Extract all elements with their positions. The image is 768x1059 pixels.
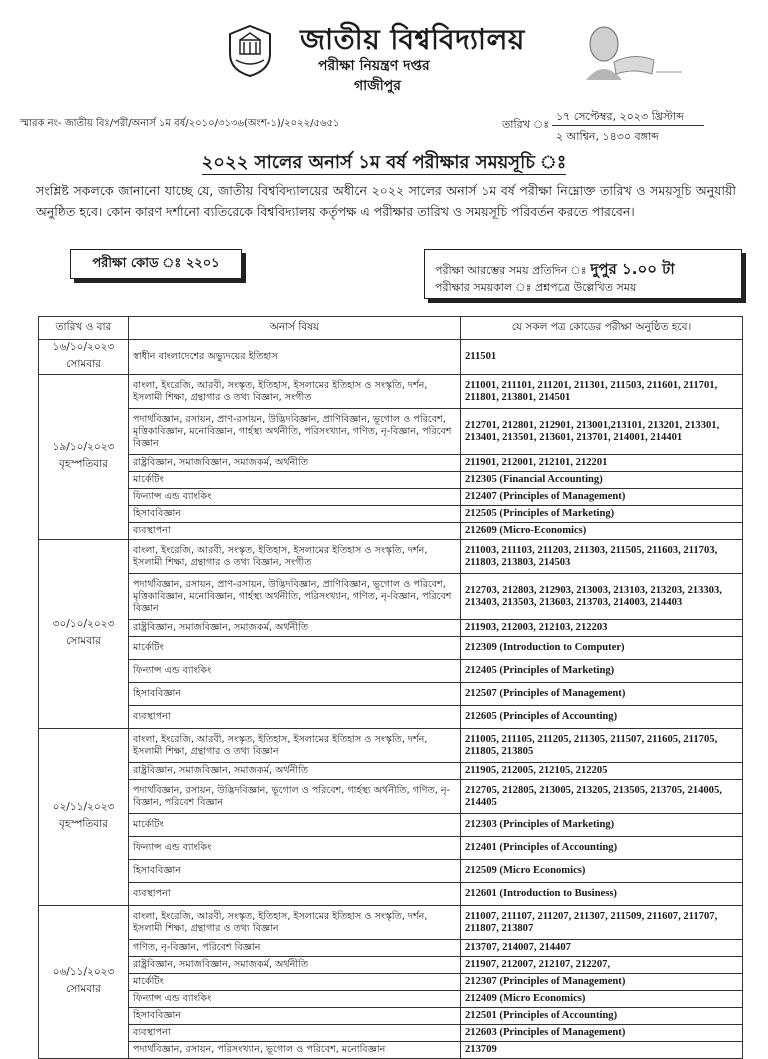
table-row xyxy=(39,1042,743,1059)
exam-schedule-table xyxy=(38,316,743,1059)
table-row xyxy=(39,574,743,620)
paper-codes-cell: 211003, 211103, 211203, 211303, 211505, 211603, 211703, 211803, 213803, 214503 xyxy=(461,540,743,574)
paper-codes-cell: 211901, 212001, 212101, 212201 xyxy=(461,455,743,472)
duration-label: পরীক্ষার সময়কাল ঃ xyxy=(435,281,532,294)
paper-codes-cell: 212701, 212801, 212901, 213001,213101, 213201, 213301, 213401, 213501, 213601, 213701, 214001, 214401 xyxy=(461,409,743,455)
table-row xyxy=(39,814,743,837)
subject-cell: স্বাধীন বাংলাদেশের অভ্যুদয়ের ইতিহাস xyxy=(129,340,461,375)
paper-codes-cell: 212409 (Micro Economics) xyxy=(461,991,743,1008)
table-row xyxy=(39,455,743,472)
paper-codes-cell: 211007, 211107, 211207, 211307, 211509, 211607, 211707, 211807, 213807 xyxy=(461,906,743,940)
subject-cell: পদার্থবিজ্ঞান, রসায়ন, প্রাণ-রসায়ন, উদ্ভিদবিজ্ঞান, প্রাণিবিজ্ঞান, ভূগোল ও পরিবেশ, মৃত্তিকাবিজ্ঞান, মনোবিজ্ঞান, গার্হস্থ্য অর্থনীতি, পরিসংখ্যান, গণিত, নৃ-বিজ্ঞান, পরিবেশ বিজ্ঞান xyxy=(129,574,461,620)
header-date: তারিখ ও বার xyxy=(39,317,129,340)
table-row xyxy=(39,706,743,729)
table-row xyxy=(39,660,743,683)
subject-cell: ব্যবস্থাপনা xyxy=(129,1025,461,1042)
duration-value: প্রশ্নপত্রে উল্লেখিত সময় xyxy=(534,281,637,294)
paper-codes-cell: 212407 (Principles of Management) xyxy=(461,489,743,506)
subject-cell: ব্যবস্থাপনা xyxy=(129,523,461,540)
paper-codes-cell: 212601 (Introduction to Business) xyxy=(461,883,743,906)
subject-cell: ফিন্যান্স এন্ড ব্যাংকিং xyxy=(129,837,461,860)
table-row xyxy=(39,906,743,940)
exam-date: ১৬/১০/২০২৩ xyxy=(52,341,115,353)
schedule-body xyxy=(39,340,743,1059)
intro-paragraph: সংশ্লিষ্ট সকলকে জানানো যাচ্ছে যে, জাতীয় বিশ্ববিদ্যালয়ের অধীনে ২০২২ সালের অনার্স ১ম বর্ষ পরীক্ষা নিম্নোক্ত তারিখ ও সময়সূচি অনুযায়ী অনুষ্ঠিত হবে। কোন কারণ দর্শানো ব্যতিরেকে বিশ্ববিদ্যালয় কর্তৃপক্ষ এ পরীক্ষার তারিখ ও সময়সূচি পরিবর্তন করতে পারবেন। xyxy=(36,183,736,219)
exam-date-cell xyxy=(39,540,129,729)
exam-weekday: সোমবার xyxy=(66,983,101,995)
paper-codes-cell: 212603 (Principles of Management) xyxy=(461,1025,743,1042)
table-row xyxy=(39,683,743,706)
table-row xyxy=(39,763,743,780)
exam-date: ৩০/১০/২০২৩ xyxy=(52,618,115,630)
subject-cell: পদার্থবিজ্ঞান, রসায়ন, প্রাণ-রসায়ন, উদ্ভিদবিজ্ঞান, প্রাণিবিজ্ঞান, ভূগোল ও পরিবেশ, মৃত্তিকাবিজ্ঞান, মনোবিজ্ঞান, গার্হস্থ্য অর্থনীতি, পরিসংখ্যান, গণিত, নৃ-বিজ্ঞান, পরিবেশ বিজ্ঞান xyxy=(129,409,461,455)
table-row xyxy=(39,1025,743,1042)
subject-cell: পদার্থবিজ্ঞান, রসায়ন, উদ্ভিদবিজ্ঞান, ভূগোল ও পরিবেশ, গার্হস্থ্য অর্থনীতি, গণিত, নৃ-বিজ্ঞান, পরিবেশ বিজ্ঞান xyxy=(129,780,461,814)
table-row xyxy=(39,940,743,957)
paper-codes-cell: 211905, 212005, 212105, 212205 xyxy=(461,763,743,780)
subject-cell: বাংলা, ইংরেজি, আরবী, সংস্কৃত, ইতিহাস, ইসলামের ইতিহাস ও সংস্কৃতি, দর্শন, ইসলামী শিক্ষা, গ্রন্থাগার ও তথ্য বিজ্ঞান, সংগীত xyxy=(129,540,461,574)
exam-date-cell xyxy=(39,729,129,906)
paper-codes-cell: 213707, 214007, 214407 xyxy=(461,940,743,957)
table-row xyxy=(39,620,743,637)
header-subject: অনার্স বিষয় xyxy=(129,317,461,340)
subject-cell: ফিন্যান্স এন্ড ব্যাংকিং xyxy=(129,991,461,1008)
start-time-label: পরীক্ষা আরম্ভের সময় প্রতিদিন ঃ xyxy=(435,264,587,277)
subject-cell: হিসাববিজ্ঞান xyxy=(129,1008,461,1025)
paper-codes-cell: 213709 xyxy=(461,1042,743,1059)
subject-cell: রাষ্ট্রবিজ্ঞান, সমাজবিজ্ঞান, সমাজকর্ম, অর্থনীতি xyxy=(129,455,461,472)
paper-codes-cell: 212307 (Principles of Management) xyxy=(461,974,743,991)
paper-codes-cell: 211501 xyxy=(461,340,743,375)
paper-codes-cell: 212703, 212803, 212903, 213003, 213103, 213203, 213303, 213403, 213503, 213603, 213703, 214003, 214403 xyxy=(461,574,743,620)
schedule-title xyxy=(0,148,768,179)
table-header-row xyxy=(39,317,743,340)
subject-cell: হিসাববিজ্ঞান xyxy=(129,860,461,883)
paper-codes-cell: 212405 (Principles of Marketing) xyxy=(461,660,743,683)
exam-time-box xyxy=(424,249,742,299)
table-row xyxy=(39,974,743,991)
table-row xyxy=(39,540,743,574)
header-codes: যে সকল পত্র কোডের পরীক্ষা অনুষ্ঠিত হবে। xyxy=(461,317,743,340)
table-row xyxy=(39,375,743,409)
exam-date: ০২/১১/২০২৩ xyxy=(52,801,115,813)
exam-date-cell xyxy=(39,375,129,540)
paper-codes-cell: 211903, 212003, 212103, 212203 xyxy=(461,620,743,637)
table-row xyxy=(39,957,743,974)
subject-cell: হিসাববিজ্ঞান xyxy=(129,506,461,523)
subject-cell: পদার্থবিজ্ঞান, রসায়ন, পরিসংখ্যান, ভূগোল ও পরিবেশ, মনোবিজ্ঞান xyxy=(129,1042,461,1059)
subject-cell: রাষ্ট্রবিজ্ঞান, সমাজবিজ্ঞান, সমাজকর্ম, অর্থনীতি xyxy=(129,620,461,637)
subject-cell: বাংলা, ইংরেজি, আরবী, সংস্কৃত, ইতিহাস, ইসলামের ইতিহাস ও সংস্কৃতি, দর্শন, ইসলামী শিক্ষা, গ্রন্থাগার ও তথ্য বিজ্ঞান xyxy=(129,906,461,940)
subject-cell: ফিন্যান্স এন্ড ব্যাংকিং xyxy=(129,489,461,506)
memo-number: স্মারক নং- জাতীয় বিঃ/পরী/অনার্স ১ম বর্ষ/২০১০/৩১৩৬(অংশ-১)/২০২২/৫৬৫১ xyxy=(20,118,340,129)
paper-codes-cell: 212501 (Principles of Accounting) xyxy=(461,1008,743,1025)
paper-codes-cell: 211907, 212007, 212107, 212207, xyxy=(461,957,743,974)
subject-cell: মার্কেটিং xyxy=(129,472,461,489)
paper-codes-cell: 212505 (Principles of Marketing) xyxy=(461,506,743,523)
paper-codes-cell: 212401 (Principles of Accounting) xyxy=(461,837,743,860)
date-gregorian: ১৭ সেপ্টেম্বর, ২০২৩ খ্রিস্টাব্দ xyxy=(556,110,684,123)
table-row xyxy=(39,489,743,506)
exam-weekday: বৃহস্পতিবার xyxy=(59,818,108,830)
table-row xyxy=(39,860,743,883)
university-name: জাতীয় বিশ্ববিদ্যালয় xyxy=(300,23,525,56)
mujib-centenary-logo xyxy=(574,22,686,82)
table-row xyxy=(39,472,743,489)
exam-weekday: বৃহস্পতিবার xyxy=(59,458,108,470)
duration-row xyxy=(435,279,636,298)
subject-cell: মার্কেটিং xyxy=(129,637,461,660)
subject-cell: বাংলা, ইংরেজি, আরবী, সংস্কৃত, ইতিহাস, ইসলামের ইতিহাস ও সংস্কৃতি, দর্শন, ইসলামী শিক্ষা, গ্রন্থাগার ও তথ্য বিজ্ঞান, সংগীত xyxy=(129,375,461,409)
table-row xyxy=(39,340,743,375)
exam-date: ০৬/১১/২০২৩ xyxy=(52,966,115,978)
table-row xyxy=(39,506,743,523)
schedule-title-text: ২০২২ সালের অনার্স ১ম বর্ষ পরীক্ষার সময়সূচি ঃ xyxy=(201,152,567,173)
subject-cell: মার্কেটিং xyxy=(129,974,461,991)
exam-weekday: সোমবার xyxy=(66,635,101,647)
paper-codes-cell: 212303 (Principles of Marketing) xyxy=(461,814,743,837)
table-row xyxy=(39,409,743,455)
subject-cell: ফিন্যান্স এন্ড ব্যাংকিং xyxy=(129,660,461,683)
subject-cell: হিসাববিজ্ঞান xyxy=(129,683,461,706)
subject-cell: রাষ্ট্রবিজ্ঞান, সমাজবিজ্ঞান, সমাজকর্ম, অর্থনীতি xyxy=(129,763,461,780)
table-row xyxy=(39,1008,743,1025)
exam-date-cell xyxy=(39,340,129,375)
table-row xyxy=(39,883,743,906)
paper-codes-cell: 212705, 212805, 213005, 213205, 213505, 213705, 214005, 214405 xyxy=(461,780,743,814)
university-logo xyxy=(226,24,274,78)
exam-date: ১৯/১০/২০২৩ xyxy=(52,441,115,453)
subject-cell: গণিত, নৃ-বিজ্ঞান, পরিবেশ বিজ্ঞান xyxy=(129,940,461,957)
date-divider xyxy=(552,125,704,126)
paper-codes-cell: 211001, 211101, 211201, 211301, 211503, 211601, 211701, 211801, 213801, 214501 xyxy=(461,375,743,409)
office-name: পরীক্ষা নিয়ন্ত্রণ দপ্তর xyxy=(318,58,430,74)
table-row xyxy=(39,523,743,540)
date-bangla: ২ আশ্বিন, ১৪৩০ বঙ্গাব্দ xyxy=(556,130,659,143)
subject-cell: ব্যবস্থাপনা xyxy=(129,883,461,906)
city-name: গাজীপুর xyxy=(354,78,401,94)
exam-code-box: পরীক্ষা কোড ঃ ২২০১ xyxy=(70,249,242,279)
paper-codes-cell: 212309 (Introduction to Computer) xyxy=(461,637,743,660)
date-label: তারিখ ঃ xyxy=(502,118,550,131)
paper-codes-cell: 212605 (Principles of Accounting) xyxy=(461,706,743,729)
table-row xyxy=(39,837,743,860)
table-row xyxy=(39,729,743,763)
paper-codes-cell: 212509 (Micro Economics) xyxy=(461,860,743,883)
subject-cell: ব্যবস্থাপনা xyxy=(129,706,461,729)
table-row xyxy=(39,991,743,1008)
paper-codes-cell: 211005, 211105, 211205, 211305, 211507, 211605, 211705, 211805, 213805 xyxy=(461,729,743,763)
start-time-value: দুপুর ১.০০ টা xyxy=(590,260,675,278)
paper-codes-cell: 212609 (Micro-Economics) xyxy=(461,523,743,540)
subject-cell: বাংলা, ইংরেজি, আরবী, সংস্কৃত, ইতিহাস, ইসলামের ইতিহাস ও সংস্কৃতি, দর্শন, ইসলামী শিক্ষা, গ্রন্থাগার ও তথ্য বিজ্ঞান xyxy=(129,729,461,763)
paper-codes-cell: 212305 (Financial Accounting) xyxy=(461,472,743,489)
table-row xyxy=(39,637,743,660)
exam-date-cell xyxy=(39,906,129,1059)
exam-weekday: সোমবার xyxy=(66,358,101,370)
paper-codes-cell: 212507 (Principles of Management) xyxy=(461,683,743,706)
subject-cell: মার্কেটিং xyxy=(129,814,461,837)
subject-cell: রাষ্ট্রবিজ্ঞান, সমাজবিজ্ঞান, সমাজকর্ম, অর্থনীতি xyxy=(129,957,461,974)
table-row xyxy=(39,780,743,814)
